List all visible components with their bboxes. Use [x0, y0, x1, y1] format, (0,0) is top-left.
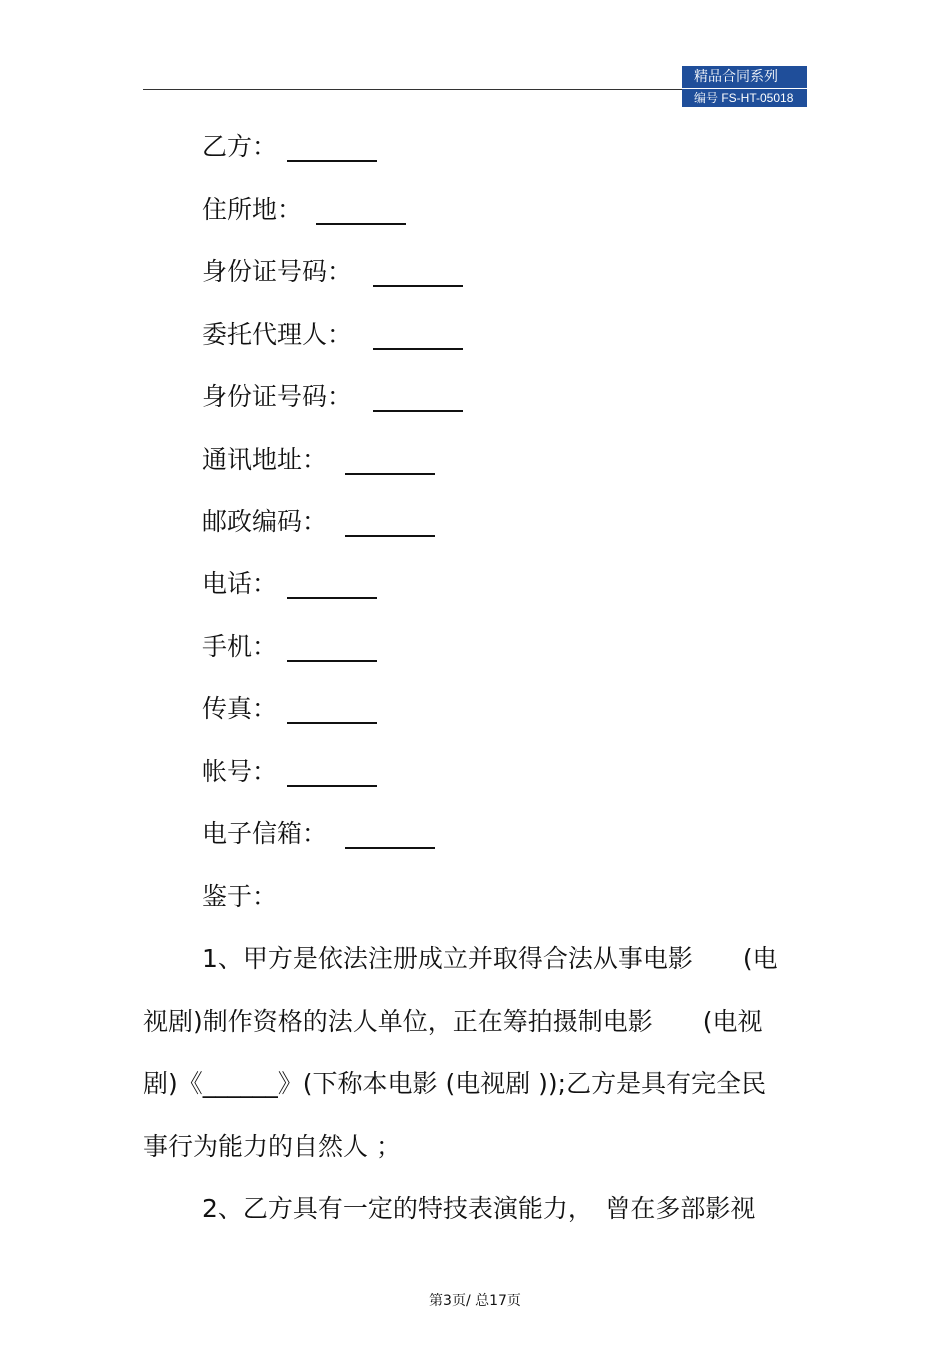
clause-1-line-3: 剧)《______》(下称本电影 (电视剧 ));乙方是具有完全民 — [143, 1069, 767, 1098]
clause-1-line-2: 视剧)制作资格的法人单位，正在筹拍摄制电影 (电视 — [143, 1007, 763, 1036]
field-label: 帐号： — [202, 757, 278, 786]
field-mailing-address — [202, 444, 327, 476]
field-label: 委托代理人： — [202, 320, 353, 349]
field-agent — [202, 319, 352, 351]
series-badge — [682, 66, 807, 107]
field-mobile — [202, 631, 277, 663]
blank-line — [345, 535, 435, 537]
badge-title: 精品合同系列 — [694, 69, 778, 85]
clause-1-line-4: 事行为能力的自然人 ； — [143, 1132, 401, 1161]
blank-line — [287, 597, 377, 599]
blank-line — [287, 660, 377, 662]
field-label: 通讯地址： — [202, 445, 328, 474]
field-label: 电话： — [202, 569, 278, 598]
field-id-number — [202, 256, 352, 288]
header-rule — [143, 89, 683, 90]
blank-line — [316, 223, 406, 225]
clause-1 — [143, 943, 808, 1161]
field-address — [202, 194, 302, 226]
field-label: 身份证号码： — [202, 382, 353, 411]
field-fax — [202, 693, 277, 725]
blank-line — [287, 160, 377, 162]
field-label: 传真： — [202, 694, 278, 723]
whereas-text: 鉴于： — [202, 882, 278, 911]
field-label: 邮政编码： — [202, 507, 328, 536]
field-phone — [202, 568, 277, 600]
field-agent-id-number — [202, 381, 352, 413]
clause-2-line-1: 2、乙方具有一定的特技表演能力， 曾在多部影视 — [202, 1194, 756, 1223]
blank-line — [287, 785, 377, 787]
field-label: 住所地： — [202, 195, 303, 224]
field-label: 身份证号码： — [202, 257, 353, 286]
page-number: 第3页/ 总17页 — [429, 1293, 521, 1309]
field-account — [202, 756, 277, 788]
field-party-b — [202, 131, 277, 163]
field-label: 电子信箱： — [202, 819, 328, 848]
blank-line — [373, 348, 463, 350]
blank-line — [373, 285, 463, 287]
badge-code: 编号 FS-HT-05018 — [694, 91, 794, 105]
blank-line — [345, 847, 435, 849]
blank-line — [373, 410, 463, 412]
field-label: 手机： — [202, 632, 278, 661]
clause-2 — [143, 1193, 808, 1227]
clause-1-line-1: 1、甲方是依法注册成立并取得合法从事电影 (电 — [202, 944, 778, 973]
whereas-label — [202, 881, 277, 913]
blank-line — [345, 473, 435, 475]
field-postal-code — [202, 506, 327, 538]
blank-line — [287, 722, 377, 724]
badge-divider — [682, 88, 807, 89]
field-label: 乙方： — [202, 132, 278, 161]
field-email — [202, 818, 327, 850]
